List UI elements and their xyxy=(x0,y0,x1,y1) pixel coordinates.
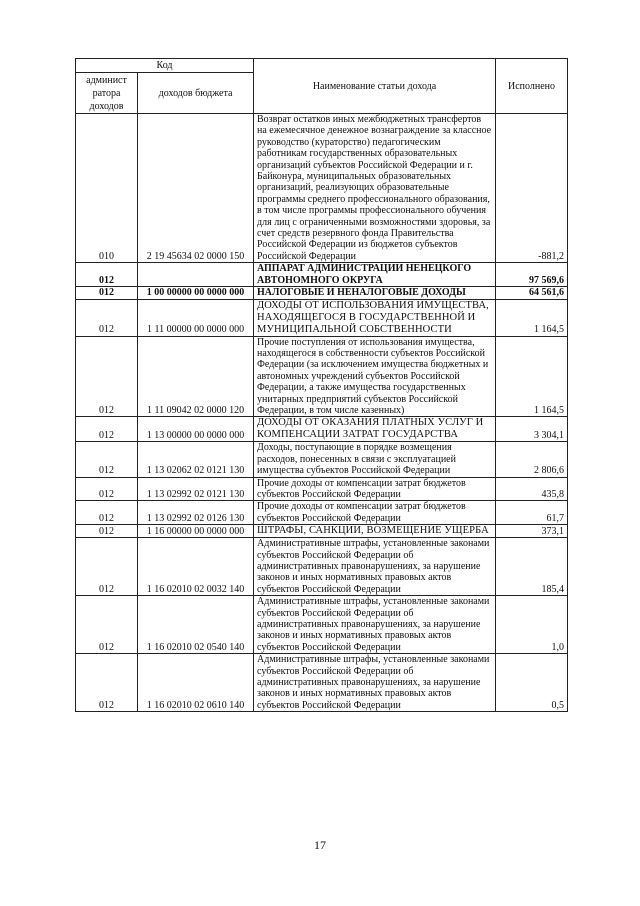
revenue-name-cell: Прочие доходы от компенсации затрат бюджетов субъектов Российской Федерации xyxy=(254,501,496,525)
admin-column-header: админист ратора доходов xyxy=(76,73,138,114)
executed-amount-cell: 61,7 xyxy=(496,501,568,525)
budget-code-cell: 1 16 00000 00 0000 000 xyxy=(138,525,254,538)
executed-amount-cell: 185,4 xyxy=(496,538,568,596)
revenue-table xyxy=(75,58,568,712)
executed-amount-cell: -881,2 xyxy=(496,114,568,263)
revenue-name-cell: Административные штрафы, установленные законами субъектов Российской Федерации об административных правонарушениях, за нарушение законов и иных нормативных правовых актов субъектов Российской Федерации xyxy=(254,538,496,596)
admin-cell: 012 xyxy=(76,538,138,596)
admin-cell: 012 xyxy=(76,287,138,299)
admin-cell: 010 xyxy=(76,114,138,263)
revenue-name-cell: ДОХОДЫ ОТ ИСПОЛЬЗОВАНИЯ ИМУЩЕСТВА, НАХОДЯЩЕГОСЯ В ГОСУДАРСТВЕННОЙ И МУНИЦИПАЛЬНОЙ СОБСТВЕННОСТИ xyxy=(254,299,496,336)
page-number: 17 xyxy=(314,838,326,852)
executed-amount-cell: 435,8 xyxy=(496,477,568,501)
revenue-name-cell: Административные штрафы, установленные законами субъектов Российской Федерации об административных правонарушениях, за нарушение законов и иных нормативных правовых актов субъектов Российской Федерации xyxy=(254,654,496,712)
budget-code-cell: 1 00 00000 00 0000 000 xyxy=(138,287,254,299)
revenue-name-cell: Возврат остатков иных межбюджетных трансфертов на ежемесячное денежное вознаграждение за классное руководство (кураторство) педагогическим работникам государственных образовательных организаций субъектов Российской Федерации и г. Байконура, муниципальных образовательных организаций, реализующих образовательные программы среднего профессионального образования, в том числе программы профессионального обучения для лиц с ограниченными возможностями здоровья, за счет средств резервного фонда Правительства Российской Федерации из бюджетов субъектов Российской Федерации xyxy=(254,114,496,263)
table-row xyxy=(76,114,568,263)
budget-code-cell: 1 11 00000 00 0000 000 xyxy=(138,299,254,336)
executed-amount-cell: 0,5 xyxy=(496,654,568,712)
budget-code-cell: 1 16 02010 02 0032 140 xyxy=(138,538,254,596)
budget-code-cell: 1 13 02992 02 0121 130 xyxy=(138,477,254,501)
budget-code-cell: 1 13 02992 02 0126 130 xyxy=(138,501,254,525)
table-row xyxy=(76,596,568,654)
table-row xyxy=(76,477,568,501)
budget-code-cell xyxy=(138,263,254,287)
executed-amount-cell: 97 569,6 xyxy=(496,263,568,287)
table-row xyxy=(76,538,568,596)
executed-amount-cell: 1 164,5 xyxy=(496,336,568,417)
admin-cell: 012 xyxy=(76,654,138,712)
budget-code-column-header: доходов бюджета xyxy=(138,73,254,114)
table-row xyxy=(76,525,568,538)
table-row xyxy=(76,263,568,287)
admin-cell: 012 xyxy=(76,336,138,417)
revenue-name-cell: ДОХОДЫ ОТ ОКАЗАНИЯ ПЛАТНЫХ УСЛУГ И КОМПЕНСАЦИИ ЗАТРАТ ГОСУДАРСТВА xyxy=(254,417,496,442)
budget-code-cell: 1 16 02010 02 0540 140 xyxy=(138,596,254,654)
executed-amount-cell: 1 164,5 xyxy=(496,299,568,336)
revenue-name-cell: НАЛОГОВЫЕ И НЕНАЛОГОВЫЕ ДОХОДЫ xyxy=(254,287,496,299)
table-row xyxy=(76,287,568,299)
admin-cell: 012 xyxy=(76,525,138,538)
table-row xyxy=(76,336,568,417)
executed-amount-cell: 373,1 xyxy=(496,525,568,538)
admin-cell: 012 xyxy=(76,417,138,442)
budget-code-cell: 1 13 02062 02 0121 130 xyxy=(138,442,254,477)
revenue-name-cell: Прочие поступления от использования имущества, находящегося в собственности субъектов Российской Федерации (за исключением имущества бюджетных и автономных учреждений субъектов Российской Федерации, а также имущества государственных унитарных предприятий субъектов Российской Федерации, в том числе казенных) xyxy=(254,336,496,417)
admin-cell: 012 xyxy=(76,263,138,287)
table-header xyxy=(76,59,568,114)
table-body xyxy=(76,114,568,712)
executed-amount-cell: 1,0 xyxy=(496,596,568,654)
table-row xyxy=(76,501,568,525)
executed-amount-cell: 64 561,6 xyxy=(496,287,568,299)
revenue-name-cell: ШТРАФЫ, САНКЦИИ, ВОЗМЕЩЕНИЕ УЩЕРБА xyxy=(254,525,496,538)
admin-cell: 012 xyxy=(76,442,138,477)
executed-column-header: Исполнено xyxy=(496,59,568,114)
budget-code-cell: 1 13 00000 00 0000 000 xyxy=(138,417,254,442)
table-row xyxy=(76,417,568,442)
table-row xyxy=(76,442,568,477)
admin-cell: 012 xyxy=(76,501,138,525)
revenue-name-cell: АППАРАТ АДМИНИСТРАЦИИ НЕНЕЦКОГО АВТОНОМНОГО ОКРУГА xyxy=(254,263,496,287)
code-group-header: Код xyxy=(76,59,254,73)
budget-code-cell: 1 11 09042 02 0000 120 xyxy=(138,336,254,417)
budget-code-cell: 2 19 45634 02 0000 150 xyxy=(138,114,254,263)
executed-amount-cell: 3 304,1 xyxy=(496,417,568,442)
revenue-name-cell: Доходы, поступающие в порядке возмещения расходов, понесенных в связи с эксплуатацией имущества субъектов Российской Федерации xyxy=(254,442,496,477)
name-column-header: Наименование статьи дохода xyxy=(254,59,496,114)
admin-cell: 012 xyxy=(76,477,138,501)
budget-code-cell: 1 16 02010 02 0610 140 xyxy=(138,654,254,712)
admin-cell: 012 xyxy=(76,299,138,336)
executed-amount-cell: 2 806,6 xyxy=(496,442,568,477)
revenue-name-cell: Прочие доходы от компенсации затрат бюджетов субъектов Российской Федерации xyxy=(254,477,496,501)
table-row xyxy=(76,299,568,336)
revenue-name-cell: Административные штрафы, установленные законами субъектов Российской Федерации об административных правонарушениях, за нарушение законов и иных нормативных правовых актов субъектов Российской Федерации xyxy=(254,596,496,654)
table-row xyxy=(76,654,568,712)
admin-cell: 012 xyxy=(76,596,138,654)
